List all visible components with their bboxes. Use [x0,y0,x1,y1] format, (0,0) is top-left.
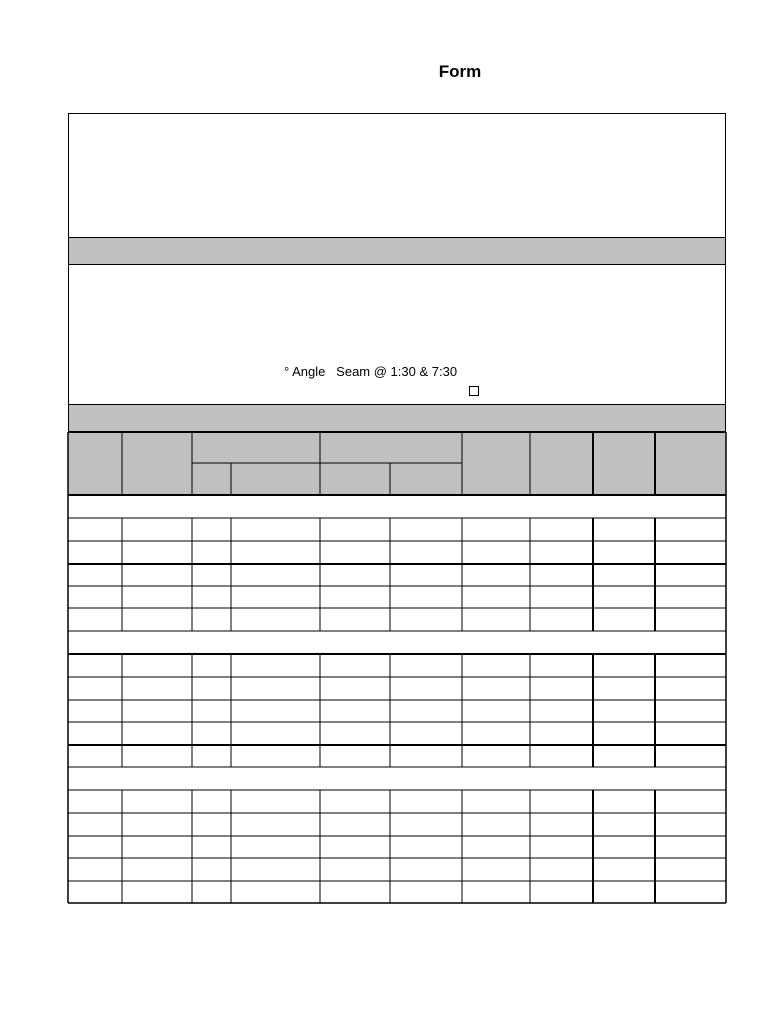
form-title: Form [438,62,482,81]
angle-seam-note: ° Angle Seam @ 1:30 & 7:30 [284,364,458,379]
